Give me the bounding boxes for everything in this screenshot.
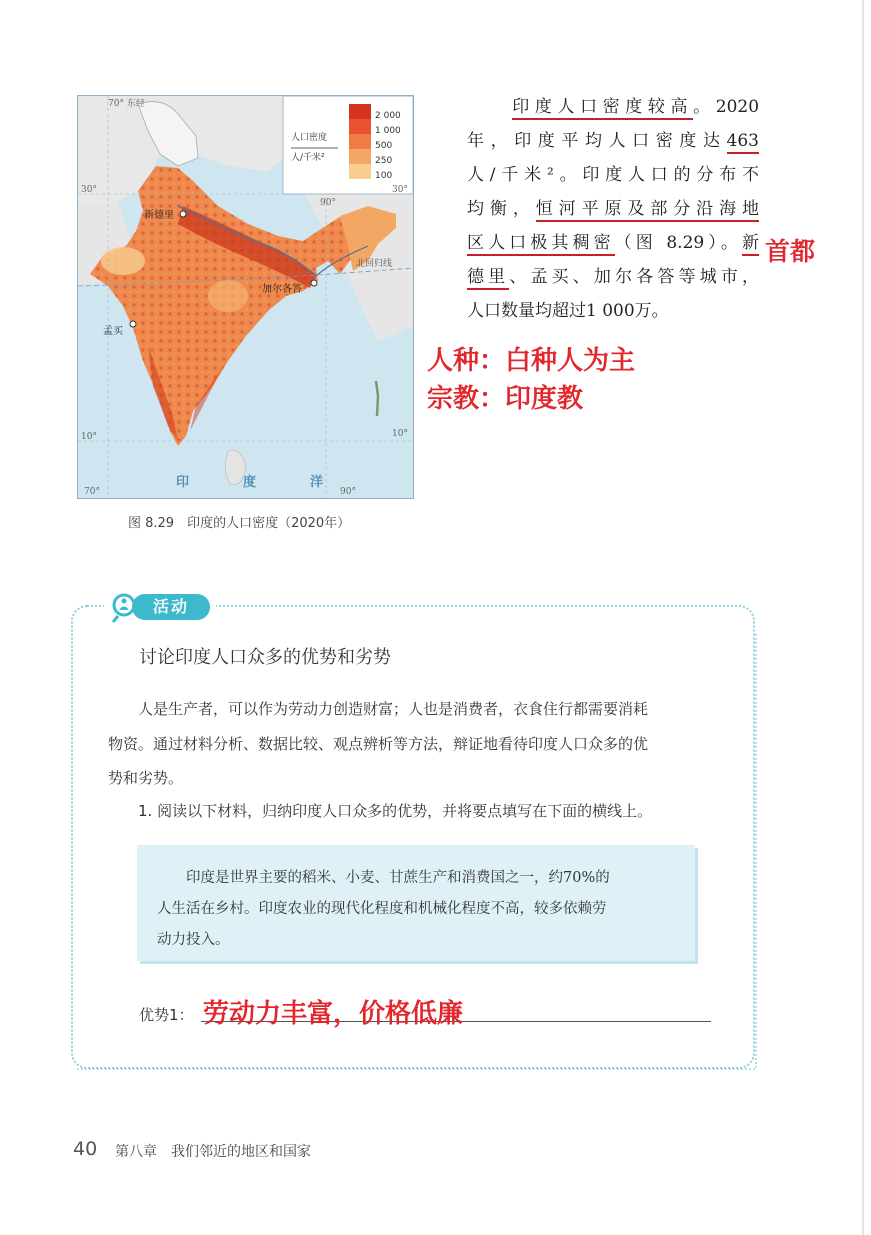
lon-label-90-bottom: 90° [340, 487, 356, 497]
material-line-1: 印度是世界主要的稻米、小麦、甘蔗生产和消费国之一，约70%的 [157, 870, 610, 886]
legend-swatch-2000 [349, 104, 371, 119]
paragraph-text: 、孟买、加尔各答等城市， [509, 267, 760, 287]
paragraph-line-1 [467, 90, 759, 124]
legend-swatch-1000 [349, 119, 371, 134]
lat-label-10-left: 10° [81, 432, 97, 442]
underlined-text: 463 [727, 131, 759, 154]
underlined-text: 印度人口密度较高 [512, 97, 693, 120]
lat-label-30-right: 30° [392, 185, 408, 195]
tropic-label: 北回归线 [356, 259, 393, 269]
lon-label-90-top: 90° [320, 198, 336, 208]
central-sparse [208, 280, 248, 312]
chapter-title: 第八章 我们邻近的地区和国家 [115, 1144, 311, 1160]
page-edge-line [862, 0, 864, 1235]
city-mumbai: 孟买 [103, 326, 123, 337]
legend-unit: 人/千米² [291, 153, 325, 163]
activity-badge [104, 588, 216, 626]
activity-title: 讨论印度人口众多的优势和劣势 [139, 647, 391, 668]
handwritten-religion: 宗教：印度教 [427, 384, 584, 414]
handwritten-capital: 首都 [765, 237, 816, 266]
material-box [137, 845, 695, 961]
lon-label-70-bottom: 70° [84, 487, 100, 497]
legend-swatch-500 [349, 134, 371, 149]
intro-line-2: 物资。通过材料分析、数据比较、观点辨析等方法，辩证地看待印度人口众多的优 [108, 735, 649, 753]
paragraph-text: 均衡， [467, 199, 536, 219]
activity-badge-label: 活动 [132, 594, 210, 620]
material-line-2: 人生活在乡村。印度农业的现代化程度和机械化程度不高，较多依赖劳 [157, 901, 607, 917]
ocean-label-1: 印 [176, 475, 192, 490]
lon-label-70e: 70° 东经 [108, 99, 145, 109]
population-paragraph [467, 90, 759, 328]
lat-label-30-left: 30° [81, 185, 97, 195]
handwritten-race: 人种：白种人为主 [427, 346, 636, 376]
paragraph-line-6 [467, 260, 759, 294]
map-svg [78, 96, 413, 498]
ocean-label-2: 度 [243, 475, 259, 490]
city-kolkata: 加尔各答 [262, 284, 302, 295]
intro-line-1: 人是生产者，可以作为劳动力创造财富；人也是消费者，衣食住行都需要消耗 [108, 700, 649, 718]
paragraph-line-4 [467, 192, 759, 226]
paragraph-text: （图 8.29）。 [614, 233, 742, 253]
underlined-text: 德里 [467, 267, 509, 290]
activity-box-shadow-right [755, 634, 757, 1068]
thar-desert-sparse [101, 247, 145, 275]
new-delhi-marker [180, 211, 186, 217]
legend-label-2000: 2 000 [375, 111, 401, 121]
paragraph-text [467, 97, 512, 117]
paragraph-line-7 [467, 294, 759, 328]
underlined-text: 新 [742, 233, 759, 256]
handwritten-answer-1: 劳动力丰富，价格低廉 [203, 999, 464, 1029]
india-population-density-map [77, 95, 414, 499]
figure-caption: 图 8.29 印度的人口密度（2020年） [128, 516, 351, 531]
ocean-label-3: 洋 [310, 475, 326, 490]
mumbai-marker [130, 321, 136, 327]
city-new-delhi: 新德里 [144, 210, 174, 221]
paragraph-text: 人/千米²。印度人口的分布不 [467, 165, 759, 185]
paragraph-line-5 [467, 226, 759, 260]
underlined-text: 恒河平原及部分沿海地 [536, 199, 759, 222]
legend-label-500: 500 [375, 141, 393, 151]
material-line-3: 动力投入。 [157, 932, 230, 948]
lat-label-10-right: 10° [392, 429, 408, 439]
legend-swatches [349, 104, 371, 179]
underlined-text: 区人口极其稠密 [467, 233, 615, 256]
legend-label-1000: 1 000 [375, 126, 401, 136]
advantage-1-label: 优势1： [139, 1006, 194, 1024]
kolkata-marker [311, 280, 317, 286]
paragraph-text: 年，印度平均人口密度达 [467, 131, 727, 151]
legend-label-250: 250 [375, 156, 393, 166]
legend-swatch-250 [349, 149, 371, 164]
legend-title: 人口密度 [291, 133, 328, 143]
task-1: 1. 阅读以下材料，归纳印度人口众多的优势，并将要点填写在下面的横线上。 [108, 802, 653, 820]
paragraph-text: 。2020 [693, 97, 760, 117]
legend-swatch-100 [349, 164, 371, 179]
page-number: 40 [73, 1138, 98, 1160]
paragraph-line-2 [467, 124, 759, 158]
paragraph-line-3 [467, 158, 759, 192]
paragraph-text: 人口数量均超过1 000万。 [467, 301, 669, 321]
legend-label-100: 100 [375, 171, 393, 181]
intro-line-3: 势和劣势。 [108, 769, 184, 787]
